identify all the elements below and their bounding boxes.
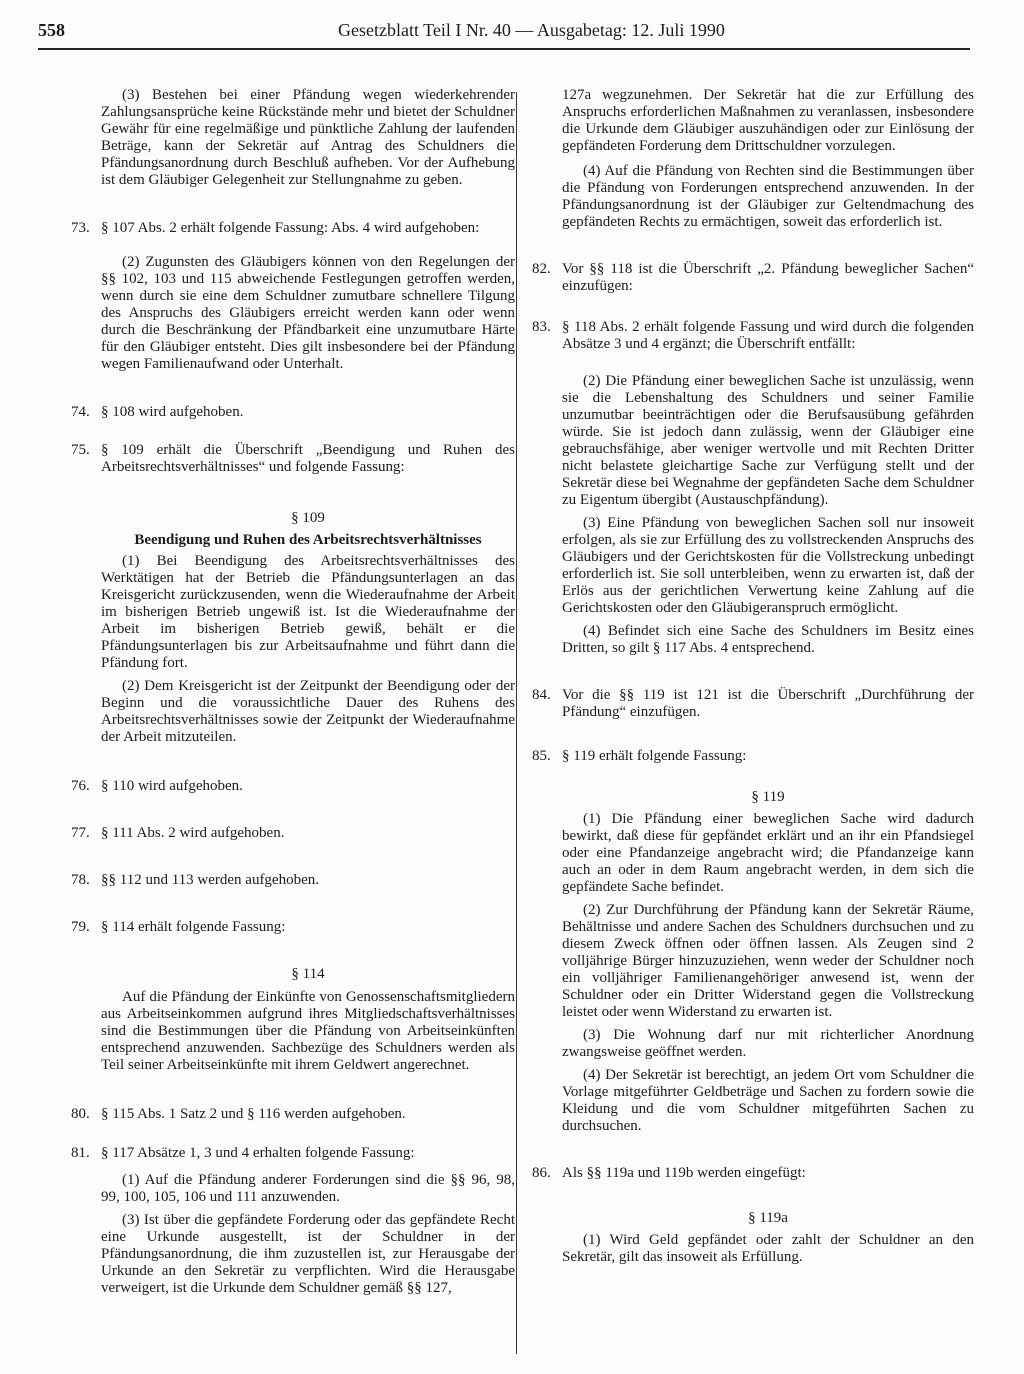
paragraph: (2) Zugunsten des Gläubigers können von den Regelungen der §§ 102, 103 und 115 abweichende Festlegungen getroffen werden, wenn durch sie eine dem Schuldner zumutbare schnellere Tilgung des Anspruchs des Gläubigers erreicht werden kann oder wenn durch die Beschränkung der Pfändbarkeit eine unzumutbare Härte für den Gläubiger entsteht. Dies gilt insbesondere bei der Pfändung wegen Familienaufwand oder Unterhalt.	[101, 254, 515, 372]
amendment-item-79	[71, 919, 515, 936]
amendment-item-84	[532, 687, 974, 721]
item-number: 75.	[71, 442, 90, 458]
item-text: § 115 Abs. 1 Satz 2 und § 116 werden aufgehoben.	[101, 1106, 406, 1122]
item-number: 79.	[71, 919, 90, 935]
paragraph: (3) Eine Pfändung von beweglichen Sachen soll nur insoweit erfolgen, als sie zur Erfüllung des zu vollstreckenden Anspruchs des Gläubigers und der Gerichtskosten für die Vollstreckung unbedingt erforderlich ist. Sie soll unterbleiben, wenn zu erwarten ist, daß der Erlös aus der gerichtlichen Verwertung keine Zahlung auf die Gerichtskosten oder den Gläubigeranspruch ermöglicht.	[562, 515, 974, 616]
paragraph: (4) Befindet sich eine Sache des Schuldners im Besitz eines Dritten, so gilt § 117 Abs. 4 entsprechend.	[562, 623, 974, 656]
amendment-item-83	[532, 319, 974, 353]
item-text: § 110 wird aufgehoben.	[101, 778, 243, 794]
amendment-item-82	[532, 261, 974, 295]
item-number: 86.	[532, 1165, 551, 1181]
item-number: 73.	[71, 220, 90, 236]
amendment-item-85	[532, 748, 974, 765]
item-number: 76.	[71, 778, 90, 794]
item-number: 80.	[71, 1106, 90, 1122]
item-number: 83.	[532, 319, 551, 335]
paragraph: (3) Ist über die gepfändete Forderung oder das gepfändete Recht eine Urkunde ausgestellt, ist der Schuldner in der Pfändungsanordnung, die ihm zuzustellen ist, zur Herausgabe der Urkunde an den Sekretär zu verpflichten. Wird die Herausgabe verweigert, ist die Urkunde dem Schuldner gemäß §§ 127,	[101, 1212, 515, 1296]
paragraph: (1) Wird Geld gepfändet oder zahlt der Schuldner an den Sekretär, gilt das insoweit als Erfüllung.	[562, 1232, 974, 1265]
paragraph: 127a wegzunehmen. Der Sekretär hat die zur Erfüllung des Anspruchs erforderlichen Maßnahmen zu veranlassen, insbesondere die Urkunde dem Gläubiger auszuhändigen oder zur Einlösung der gepfändeten Forderung dem Drittschuldner vorzulegen.	[562, 87, 974, 154]
section-title: § 109	[291, 510, 325, 526]
paragraph: (2) Zur Durchführung der Pfändung kann der Sekretär Räume, Behältnisse und andere Sachen des Schuldners durchsuchen und zu diesem Zweck öffnen oder öffnen lassen. Als Zeugen sind 2 volljährige Bürger hinzuzuziehen, wenn weder der Schuldner noch ein volljähriger Familienangehöriger anwesend ist, wenn der Schuldner oder ein Dritter Widerstand gegen die Vollstreckung leistet oder wenn Widerstand zu erwarten ist.	[562, 902, 974, 1020]
item-number: 85.	[532, 748, 551, 764]
paragraph: (1) Die Pfändung einer beweglichen Sache wird dadurch bewirkt, daß diese für gepfändet erklärt und an ihr ein Pfandsiegel oder eine Pfandanzeige angebracht wird; die Pfandanzeige kann auch an oder in dem Raum angebracht werden, in dem sich die gepfändete Sache befindet.	[562, 811, 974, 895]
paragraph: (4) Der Sekretär ist berechtigt, an jedem Ort vom Schuldner die Vorlage mitgeführter Geldbeträge und Sachen zu fordern sowie die Kleidung und die vom Schuldner mitgeführten Sachen zu durchsuchen.	[562, 1067, 974, 1134]
item-text: Als §§ 119a und 119b werden eingefügt:	[562, 1165, 806, 1181]
item-text: § 111 Abs. 2 wird aufgehoben.	[101, 825, 285, 841]
item-text: Vor §§ 118 ist die Überschrift „2. Pfändung beweglicher Sachen“ einzufügen:	[562, 261, 974, 294]
amendment-item-73	[71, 220, 515, 237]
section-heading: Beendigung und Ruhen des Arbeitsrechtsverhältnisses	[134, 532, 482, 548]
item-text: §§ 112 und 113 werden aufgehoben.	[101, 872, 319, 888]
amendment-item-74	[71, 404, 515, 421]
header-rule	[38, 48, 970, 50]
item-number: 82.	[532, 261, 551, 277]
amendment-item-86	[532, 1165, 974, 1182]
item-text: § 109 erhält die Überschrift „Beendigung und Ruhen des Arbeitsrechtsverhältnisses“ und folgende Fassung:	[101, 442, 515, 475]
amendment-item-75	[71, 442, 515, 476]
item-text: § 118 Abs. 2 erhält folgende Fassung und wird durch die folgenden Absätze 3 und 4 ergänzt; die Überschrift entfällt:	[562, 319, 974, 352]
page-header	[38, 20, 970, 64]
page-number: 558	[38, 20, 65, 40]
item-text: § 117 Absätze 1, 3 und 4 erhalten folgende Fassung:	[101, 1145, 415, 1161]
item-number: 77.	[71, 825, 90, 841]
amendment-item-81	[71, 1145, 515, 1162]
item-number: 74.	[71, 404, 90, 420]
right-column	[532, 87, 974, 1266]
running-title: Gesetzblatt Teil I Nr. 40 — Ausgabetag: 12. Juli 1990	[338, 20, 725, 40]
amendment-item-80	[71, 1106, 515, 1123]
item-number: 78.	[71, 872, 90, 888]
item-text: § 114 erhält folgende Fassung:	[101, 919, 286, 935]
item-number: 81.	[71, 1145, 90, 1161]
amendment-item-77	[71, 825, 515, 842]
section-title: § 119	[751, 789, 785, 805]
paragraph: (3) Die Wohnung darf nur mit richterlicher Anordnung zwangsweise geöffnet werden.	[562, 1027, 974, 1060]
item-text: § 108 wird aufgehoben.	[101, 404, 244, 420]
paragraph: (3) Bestehen bei einer Pfändung wegen wiederkehrender Zahlungsansprüche keine Rückstände mehr und bietet der Schuldner Gewähr für eine regelmäßige und pünktliche Zahlung der laufenden Beträge, kann der Sekretär auf Antrag des Schuldners die Pfändungsanordnung durch Beschluß aufheben. Vor der Aufhebung ist dem Gläubiger Gelegenheit zur Stellungnahme zu geben.	[101, 87, 515, 188]
left-column	[71, 87, 515, 1297]
paragraph: (1) Bei Beendigung des Arbeitsrechtsverhältnisses des Werktätigen hat der Betrieb die Pfändungsunterlagen an das Kreisgericht zurückzusenden, wenn die Wiederaufnahme der Arbeit im bisherigen Betrieb ungewiß ist. Ist die Wiederaufnahme der Arbeit im bisherigen Betrieb gewiß, behält er die Pfändungsunterlagen bis zur Arbeitsaufnahme und führt dann die Pfändung fort.	[101, 553, 515, 671]
item-text: § 119 erhält folgende Fassung:	[562, 748, 747, 764]
paragraph: (2) Dem Kreisgericht ist der Zeitpunkt der Beendigung oder der Beginn und die voraussichtliche Dauer des Ruhens des Arbeitsrechtsverhältnisses sowie der Zeitpunkt der Wiederaufnahme der Arbeit mitzuteilen.	[101, 678, 515, 745]
paragraph: (2) Die Pfändung einer beweglichen Sache ist unzulässig, wenn sie die Lebenshaltung des Schuldners und seiner Familie unzumutbar beeinträchtigen oder die Berufsausübung gefährden würde. Sie ist jedoch dann zulässig, wenn der Gläubiger eine gebrauchsfähige, aber weniger wertvolle und mit Rechten Dritter nicht belastete gleichartige Sache zur Verfügung stellt und der Sekretär diese bei Wegnahme der gepfändeten Sache dem Schuldner zu Eigentum übergibt (Austauschpfändung).	[562, 373, 974, 508]
paragraph: (4) Auf die Pfändung von Rechten sind die Bestimmungen über die Pfändung von Forderungen entsprechend anzuwenden. In der Pfändungsanordnung ist der Gläubiger zur Geltendmachung des gepfändeten Rechts zu ermächtigen, soweit das erforderlich ist.	[562, 163, 974, 230]
column-divider	[516, 92, 517, 1354]
amendment-item-76	[71, 778, 515, 795]
item-text: Vor die §§ 119 ist 121 ist die Überschrift „Durchführung der Pfändung“ einzufügen.	[562, 687, 974, 720]
item-number: 84.	[532, 687, 551, 703]
amendment-item-78	[71, 872, 515, 889]
item-text: § 107 Abs. 2 erhält folgende Fassung: Abs. 4 wird aufgehoben:	[101, 220, 480, 236]
section-title: § 114	[291, 966, 325, 982]
section-title: § 119a	[748, 1210, 788, 1226]
paragraph: Auf die Pfändung der Einkünfte von Genossenschaftsmitgliedern aus Arbeitseinkommen aufgrund ihres Mitgliedschaftsverhältnisses sind die Bestimmungen über die Pfändung von Arbeitseinkünften entsprechend anzuwenden. Sachbezüge des Schuldners werden als Teil seiner Arbeitseinkünfte mit ihrem Geldwert angerechnet.	[101, 989, 515, 1073]
paragraph: (1) Auf die Pfändung anderer Forderungen sind die §§ 96, 98, 99, 100, 105, 106 und 111 anzuwenden.	[101, 1172, 515, 1205]
